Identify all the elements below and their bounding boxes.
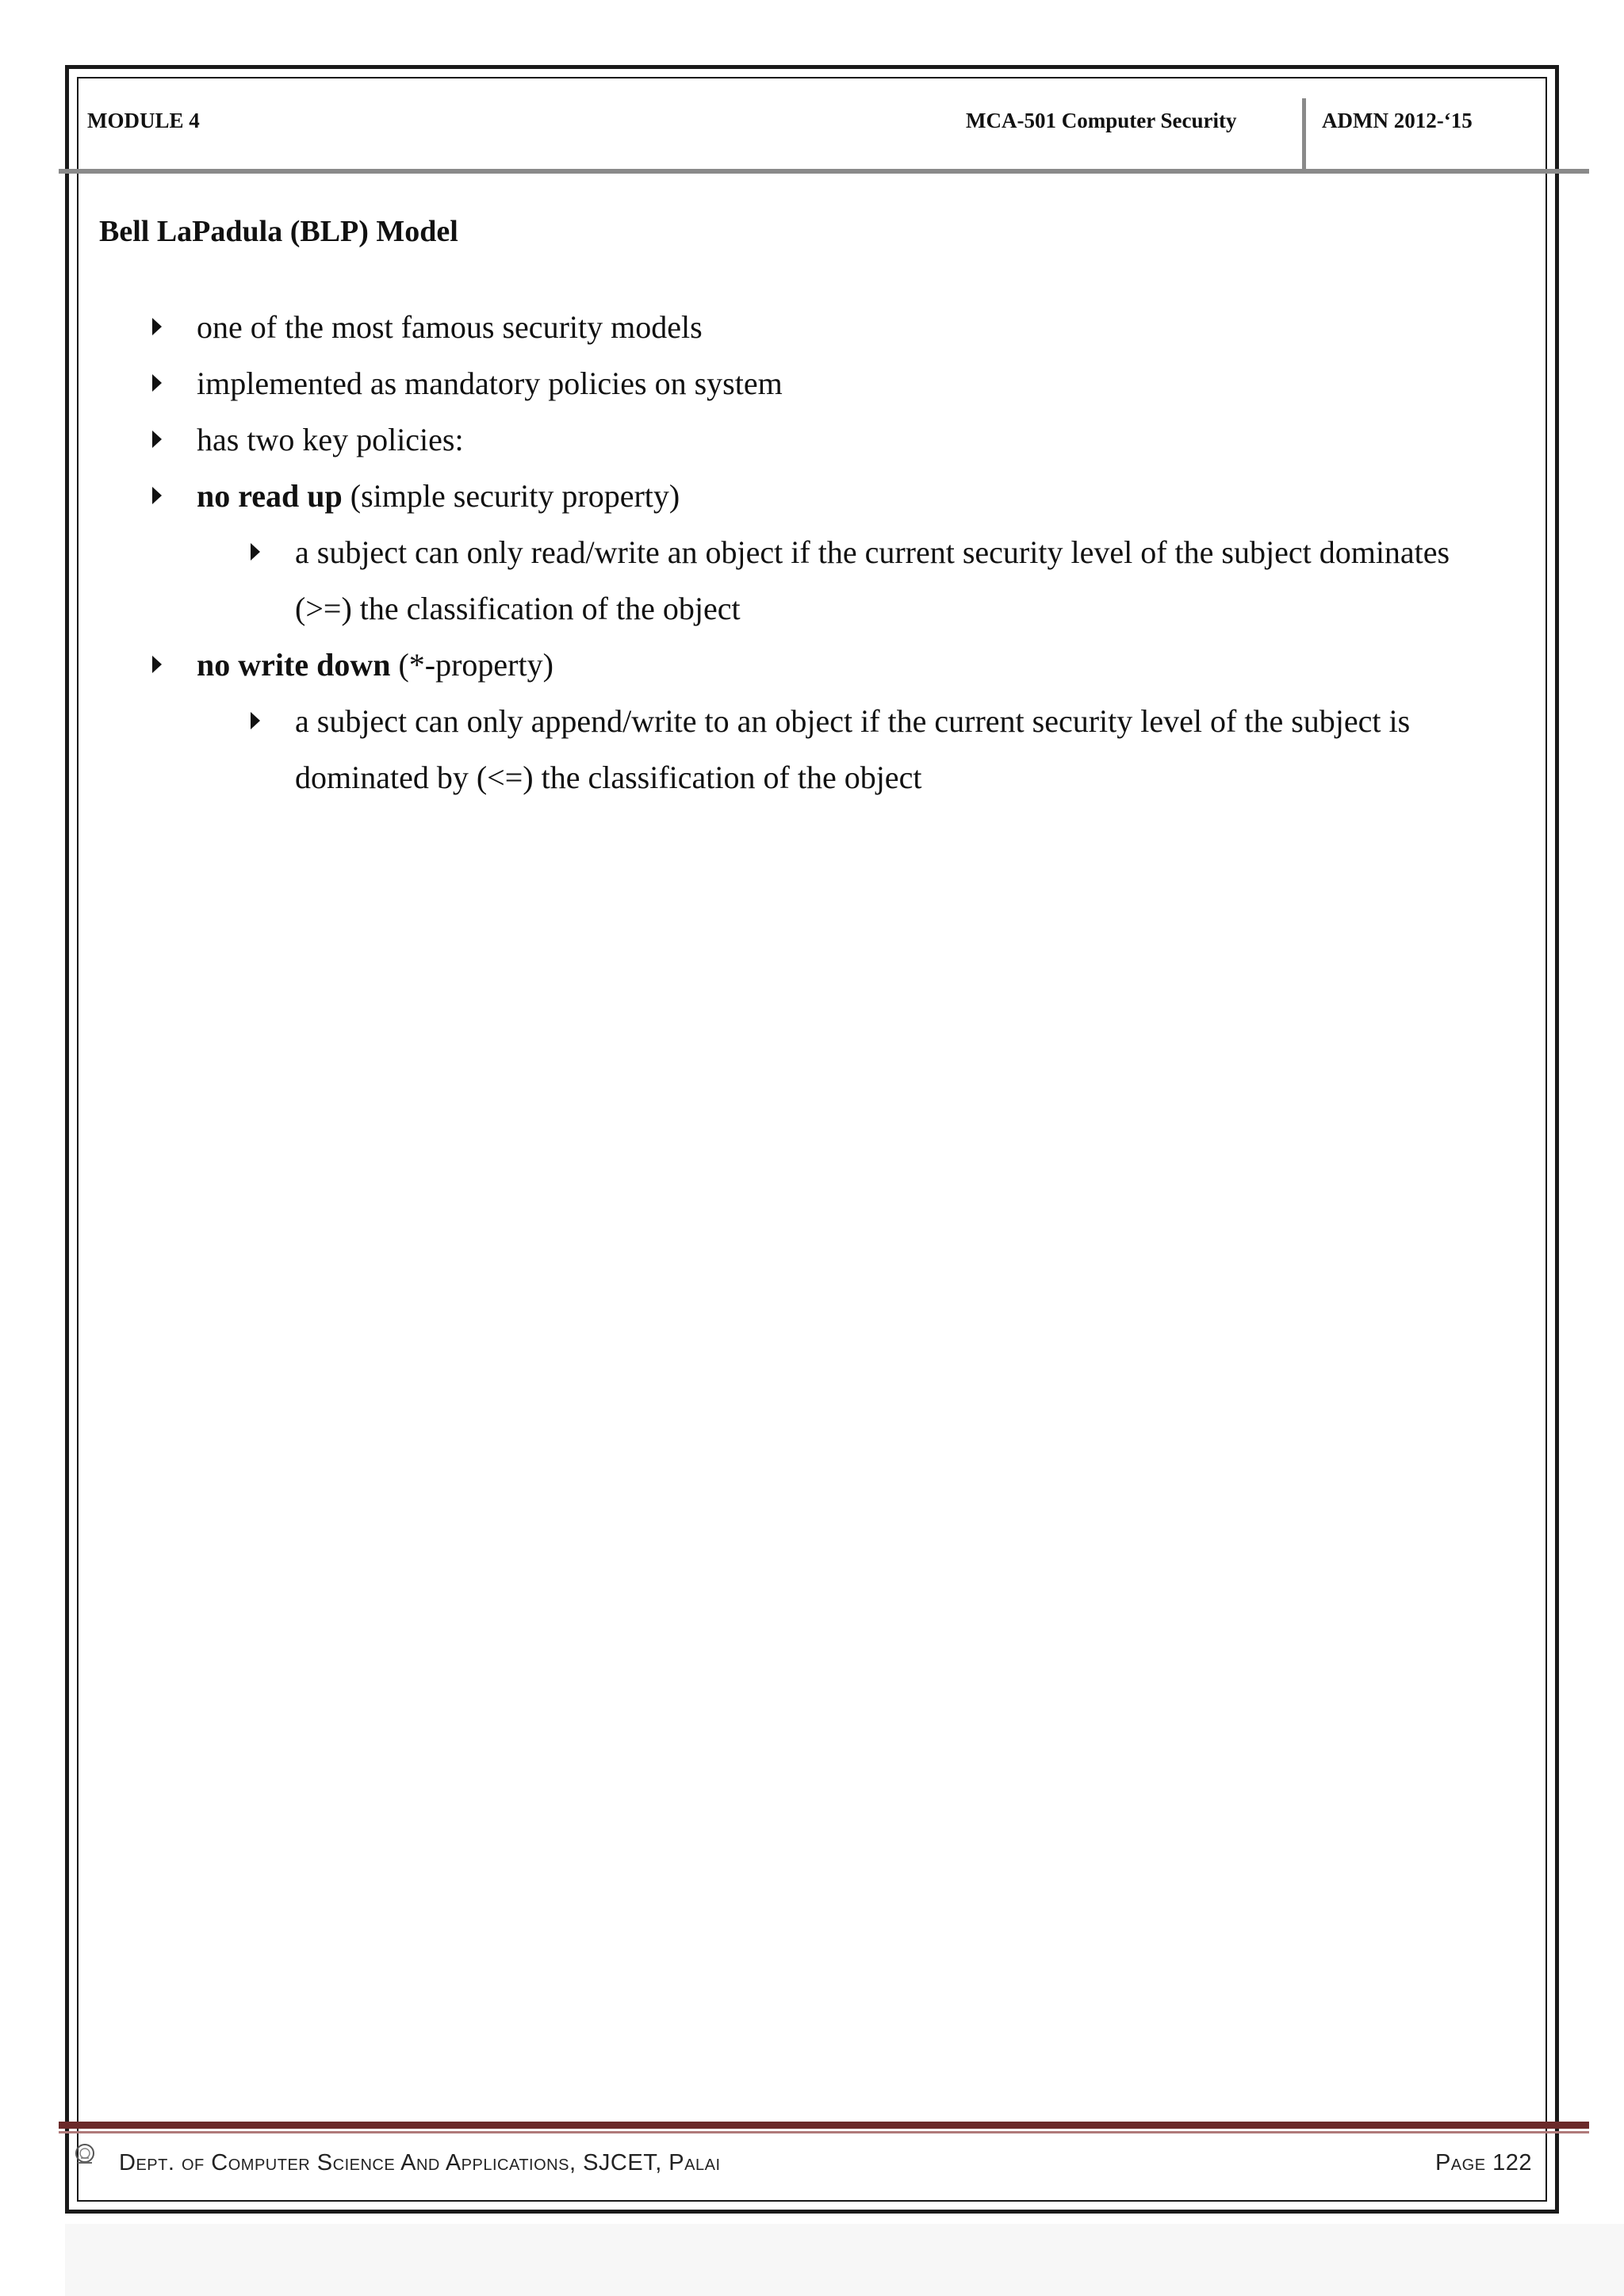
list-item <box>197 468 680 524</box>
policy-description: (*-property) <box>390 647 553 683</box>
header-module: MODULE 4 <box>87 109 200 132</box>
triangle-bullet-icon <box>152 656 162 673</box>
sub-list-item-text: a subject can only append/write to an object if the current security level of the subject is <box>295 703 1411 739</box>
triangle-bullet-icon <box>152 430 162 448</box>
policy-name: no read up <box>197 478 343 514</box>
list-item <box>197 355 783 411</box>
triangle-bullet-icon <box>152 318 162 335</box>
triangle-bullet-icon <box>152 487 162 504</box>
page-bottom-margin <box>65 2224 1624 2296</box>
triangle-bullet-icon <box>251 543 260 561</box>
college-seal-icon <box>71 2141 98 2168</box>
header-admission: ADMN 2012-‘15 <box>1322 109 1473 132</box>
triangle-bullet-icon <box>152 374 162 392</box>
header-rule <box>59 169 1589 174</box>
list-item-text: implemented as mandatory policies on system <box>197 365 783 401</box>
list-item <box>197 637 553 693</box>
list-item <box>197 299 703 355</box>
sub-list-item <box>295 524 1450 580</box>
list-item <box>197 411 464 468</box>
policy-description: (simple security property) <box>342 478 680 514</box>
section-title: Bell LaPadula (BLP) Model <box>99 215 458 248</box>
list-item-text: has two key policies: <box>197 422 464 457</box>
footer-page-number: Page 122 <box>1434 2150 1532 2175</box>
sub-list-item-continuation: dominated by (<=) the classification of the object <box>295 760 922 795</box>
list-item-text: one of the most famous security models <box>197 309 703 345</box>
header-divider <box>1302 98 1306 171</box>
sub-list-item-continuation: (>=) the classification of the object <box>295 591 741 626</box>
triangle-bullet-icon <box>251 712 260 729</box>
sub-list-item-text: a subject can only read/write an object if the current security level of the subject dominates <box>295 534 1450 570</box>
footer-rule <box>59 2122 1589 2129</box>
header-course: MCA-501 Computer Security <box>966 109 1237 132</box>
sub-list-item <box>295 693 1410 749</box>
footer-department: Dept. of Computer Science And Applications, SJCET, Palai <box>119 2150 721 2175</box>
policy-name: no write down <box>197 647 391 683</box>
footer-rule-accent <box>59 2131 1589 2133</box>
